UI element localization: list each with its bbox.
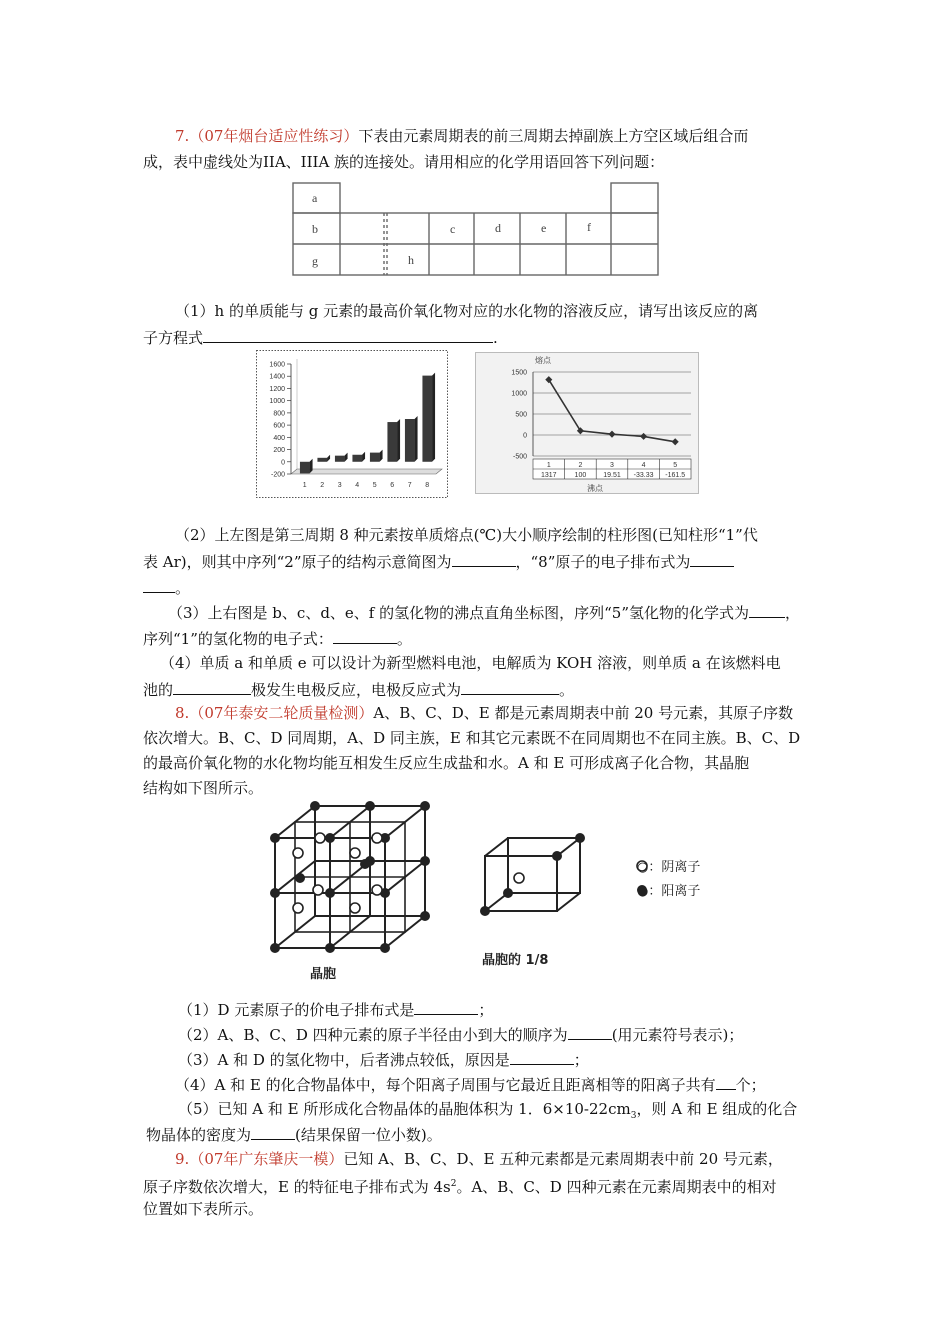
bar-side: [432, 373, 435, 462]
bar-side: [397, 419, 400, 462]
bar-ytick-label: 0: [281, 459, 285, 467]
caption-eighth-cell: 晶胞的 1/8: [482, 953, 549, 968]
q7-sub3-line2: [143, 627, 412, 650]
q7-sub3-end2: 。: [396, 630, 412, 648]
q7-number: 7.: [175, 127, 190, 145]
q9-source: （07年广东肇庆一模）: [189, 1150, 344, 1168]
chart-frame: [257, 351, 448, 498]
q8-sub1-text: （1）D 元素原子的价电子排布式是: [178, 1001, 415, 1019]
bar-ytick-label: 600: [273, 422, 285, 430]
line-xtick-label: 5: [673, 462, 678, 469]
table-cell-g: g: [312, 254, 318, 268]
q9-intro-text2a: 原子序数依次增大，E 的特征电子排布式为 4s: [143, 1178, 451, 1196]
bar-mark: [422, 376, 432, 462]
q8-sub4-text: （4）A 和 E 的化合物晶体中，每个阳离子周围与它最近且距离相等的阳离子共有: [175, 1076, 716, 1094]
line-xtick-label: 4: [641, 462, 646, 469]
q8-sub3-text: （3）A 和 D 的氢化物中，后者沸点较低，原因是: [178, 1051, 510, 1069]
bar-mark: [387, 422, 397, 462]
q8-sub2-end: (用元素符号表示)；: [611, 1026, 744, 1044]
q8-source: （07年泰安二轮质量检测）: [189, 704, 374, 722]
boiling-point-line-chart: [475, 352, 699, 494]
q8-sub5-line2: [146, 1123, 442, 1146]
legend-cation: ●：阳离子: [637, 884, 701, 899]
bar-mark: [405, 419, 415, 462]
periodic-table-figure: [290, 180, 662, 278]
q7-sub2-text1: 表 Ar)，则其中序列“2”原子的结构示意简图为: [143, 553, 452, 571]
q7-sub4-line1: （4）单质 a 和单质 e 可以设计为新型燃料电池，电解质为 KOH 溶液，则单质 a 在该燃料电: [160, 654, 781, 672]
table-cell-a: a: [312, 191, 318, 205]
q8-sub3-end: ；: [573, 1051, 589, 1069]
line-xtick-label: 2: [578, 462, 583, 469]
bar-xtick-label: 7: [407, 482, 412, 489]
line-ytick-label: 0: [523, 432, 527, 440]
q8-intro-line2: 依次增大。B、C、D 同周期，A、D 同主族，E 和其它元素既不在同周期也不在同主族。B、C、D: [143, 729, 801, 747]
q8-sub4-line: [175, 1073, 766, 1096]
answer-blank[interactable]: [749, 601, 785, 618]
melting-point-bar-chart: [256, 350, 448, 498]
answer-blank[interactable]: [690, 550, 734, 567]
line-value-label: 100: [574, 472, 587, 479]
bar-ytick-label: 200: [273, 447, 285, 455]
q7-sub4-line2: [143, 678, 574, 701]
q7-sub4-text1: 池的: [143, 681, 174, 699]
q8-sub5-exponent: 3: [630, 1111, 637, 1121]
line-xtick-label: 3: [610, 462, 614, 469]
q7-sub3-end1: ，: [785, 604, 801, 622]
bar-mark: [352, 455, 362, 462]
q8-intro-line4: 结构如下图所示。: [143, 779, 264, 797]
q7-source: （07年烟台适应性练习）: [189, 127, 359, 145]
bar-side: [345, 453, 348, 462]
answer-blank[interactable]: [414, 998, 478, 1015]
bar-mark: [317, 458, 327, 462]
bar-ytick-label: 1600: [269, 361, 285, 369]
bar-mark: [335, 456, 345, 462]
answer-blank[interactable]: [461, 678, 559, 695]
line-value-label: -161.5: [665, 472, 686, 479]
answer-blank[interactable]: [510, 1048, 574, 1065]
q9-intro-line2: [143, 1173, 777, 1198]
q7-sub1-line2: [143, 326, 498, 349]
bar-xtick-label: 8: [425, 482, 430, 489]
bar-xtick-label: 3: [337, 482, 342, 489]
q7-intro-line1: [175, 125, 748, 147]
q8-sub5-text3: 物晶体的密度为: [146, 1126, 252, 1144]
q7-sub2-line2: [143, 550, 734, 573]
q9-number: 9.: [175, 1150, 190, 1168]
q7-sub2-line3: [143, 576, 190, 599]
line-ytick-label: -500: [512, 453, 527, 461]
q9-exponent: 2: [450, 1179, 457, 1189]
bar-mark: [300, 462, 310, 474]
bar-xtick-label: 1: [302, 482, 307, 489]
q7-sub2-text2: ，“8”原子的电子排布式为: [515, 553, 691, 571]
table-cell-h: h: [408, 253, 414, 267]
bar-xtick-label: 6: [390, 482, 395, 489]
q7-sub4-end: 。: [559, 681, 575, 699]
q9-intro-text1: 已知 A、B、C、D、E 五种元素都是元素周期表中前 20 号元素，: [343, 1150, 783, 1168]
q8-intro-line1: [175, 702, 793, 724]
q8-sub4-end: 个；: [735, 1076, 766, 1094]
q7-sub1-label: 子方程式: [143, 329, 204, 347]
bar-side: [362, 452, 365, 462]
answer-blank[interactable]: [568, 1023, 612, 1040]
bar-side: [415, 416, 418, 462]
q7-sub3-line1: [168, 601, 800, 624]
q8-sub5-text1: （5）已知 A 和 E 所形成化合物晶体的晶胞体积为 1．6×10-22cm: [178, 1100, 631, 1118]
q8-sub2-text: （2）A、B、C、D 四种元素的原子半径由小到大的顺序为: [178, 1026, 568, 1044]
q9-intro-line1: [175, 1148, 783, 1170]
line-chart-xlabel: 沸点: [587, 484, 603, 493]
answer-blank[interactable]: [203, 326, 493, 343]
bar-mark: [370, 453, 380, 462]
bar-ytick-label: 800: [273, 410, 285, 418]
line-value-label: -33.33: [633, 472, 654, 479]
bar-ytick-label: 1400: [269, 373, 285, 381]
q7-sub4-text2: 极发生电极反应，电极反应式为: [251, 681, 462, 699]
eighth-cell-cube: [485, 838, 580, 911]
q7-sub2-end: 。: [175, 579, 191, 597]
q8-sub5-text2: ，则 A 和 E 组成的化合: [636, 1100, 798, 1118]
line-ytick-label: 1500: [511, 369, 527, 377]
crystal-lattice-figure: [260, 796, 730, 986]
bar-xtick-label: 2: [320, 482, 325, 489]
line-ytick-label: 500: [515, 411, 527, 419]
bar-side: [380, 450, 383, 462]
answer-blank[interactable]: [716, 1073, 736, 1090]
q7-sub2-line1: （2）上左图是第三周期 8 种元素按单质熔点(℃)大小顺序绘制的柱形图(已知柱形“1”代: [175, 526, 758, 544]
table-cell-b: b: [312, 222, 318, 236]
q8-sub3-line: [178, 1048, 589, 1071]
q8-sub5-end: (结果保留一位小数)。: [295, 1126, 442, 1144]
q9-intro-text2b: 。A、B、C、D 四种元素在元素周期表中的相对: [456, 1178, 777, 1196]
bar-ytick-label: 1000: [269, 398, 285, 406]
table-cell-outline: [611, 183, 658, 213]
table-cell-f: f: [587, 220, 591, 234]
q8-sub2-line: [178, 1023, 743, 1046]
bar-ytick-label: -200: [270, 471, 285, 479]
answer-blank[interactable]: [251, 1123, 295, 1140]
anion-dots: [293, 833, 382, 913]
bar-xtick-label: 5: [372, 482, 377, 489]
caption-unit-cell: 晶胞: [310, 967, 337, 982]
table-cell-e: e: [541, 221, 547, 235]
q7-sub1-line1: （1）h 的单质能与 g 元素的最高价氧化物对应的水化物的溶液反应，请写出该反应的离: [175, 302, 759, 320]
answer-blank[interactable]: [173, 678, 251, 695]
q7-sub3-text2: 序列“1”的氢化物的电子式：: [143, 630, 333, 648]
q8-sub1-line: [178, 998, 493, 1021]
bar-xtick-label: 4: [355, 482, 360, 489]
q7-intro-text1: 下表由元素周期表的前三周期去掉副族上方空区域后组合而: [358, 127, 749, 145]
q7-intro-line2: 成，表中虚线处为IIA、IIIA 族的连接处。请用相应的化学用语回答下列问题：: [143, 153, 665, 171]
answer-blank[interactable]: [143, 576, 175, 593]
line-value-label: 19.51: [603, 472, 621, 479]
q9-intro-line3: 位置如下表所示。: [143, 1200, 264, 1218]
eighth-cell-anion: [514, 873, 524, 883]
answer-blank[interactable]: [452, 550, 516, 567]
bar-floor: [291, 469, 442, 474]
q8-sub1-end: ；: [478, 1001, 494, 1019]
q8-number: 8.: [175, 704, 190, 722]
answer-blank[interactable]: [333, 627, 397, 644]
q7-sub3-text1: （3）上右图是 b、c、d、e、f 的氢化物的沸点直角坐标图，序列“5”氢化物的化学式为: [168, 604, 749, 622]
line-ytick-label: 1000: [511, 390, 527, 398]
bar-ytick-label: 400: [273, 434, 285, 442]
table-cell-d: d: [495, 221, 501, 235]
bar-side: [327, 455, 330, 462]
line-xtick-label: 1: [546, 462, 551, 469]
legend-anion: ○：阴离子: [637, 860, 701, 875]
q8-intro-line3: 的最高价氧化物的水化物均能互相发生反应生成盐和水。A 和 E 可形成离子化合物，其晶胞: [143, 754, 750, 772]
q7-sub1-end: .: [493, 329, 498, 347]
table-cell-c: c: [450, 222, 456, 236]
q8-intro-text1: A、B、C、D、E 都是元素周期表中前 20 号元素，其原子序数: [373, 704, 794, 722]
line-chart-ylabel: 熔点: [535, 356, 551, 365]
bar-ytick-label: 1200: [269, 385, 285, 393]
line-value-label: 1317: [541, 472, 557, 479]
